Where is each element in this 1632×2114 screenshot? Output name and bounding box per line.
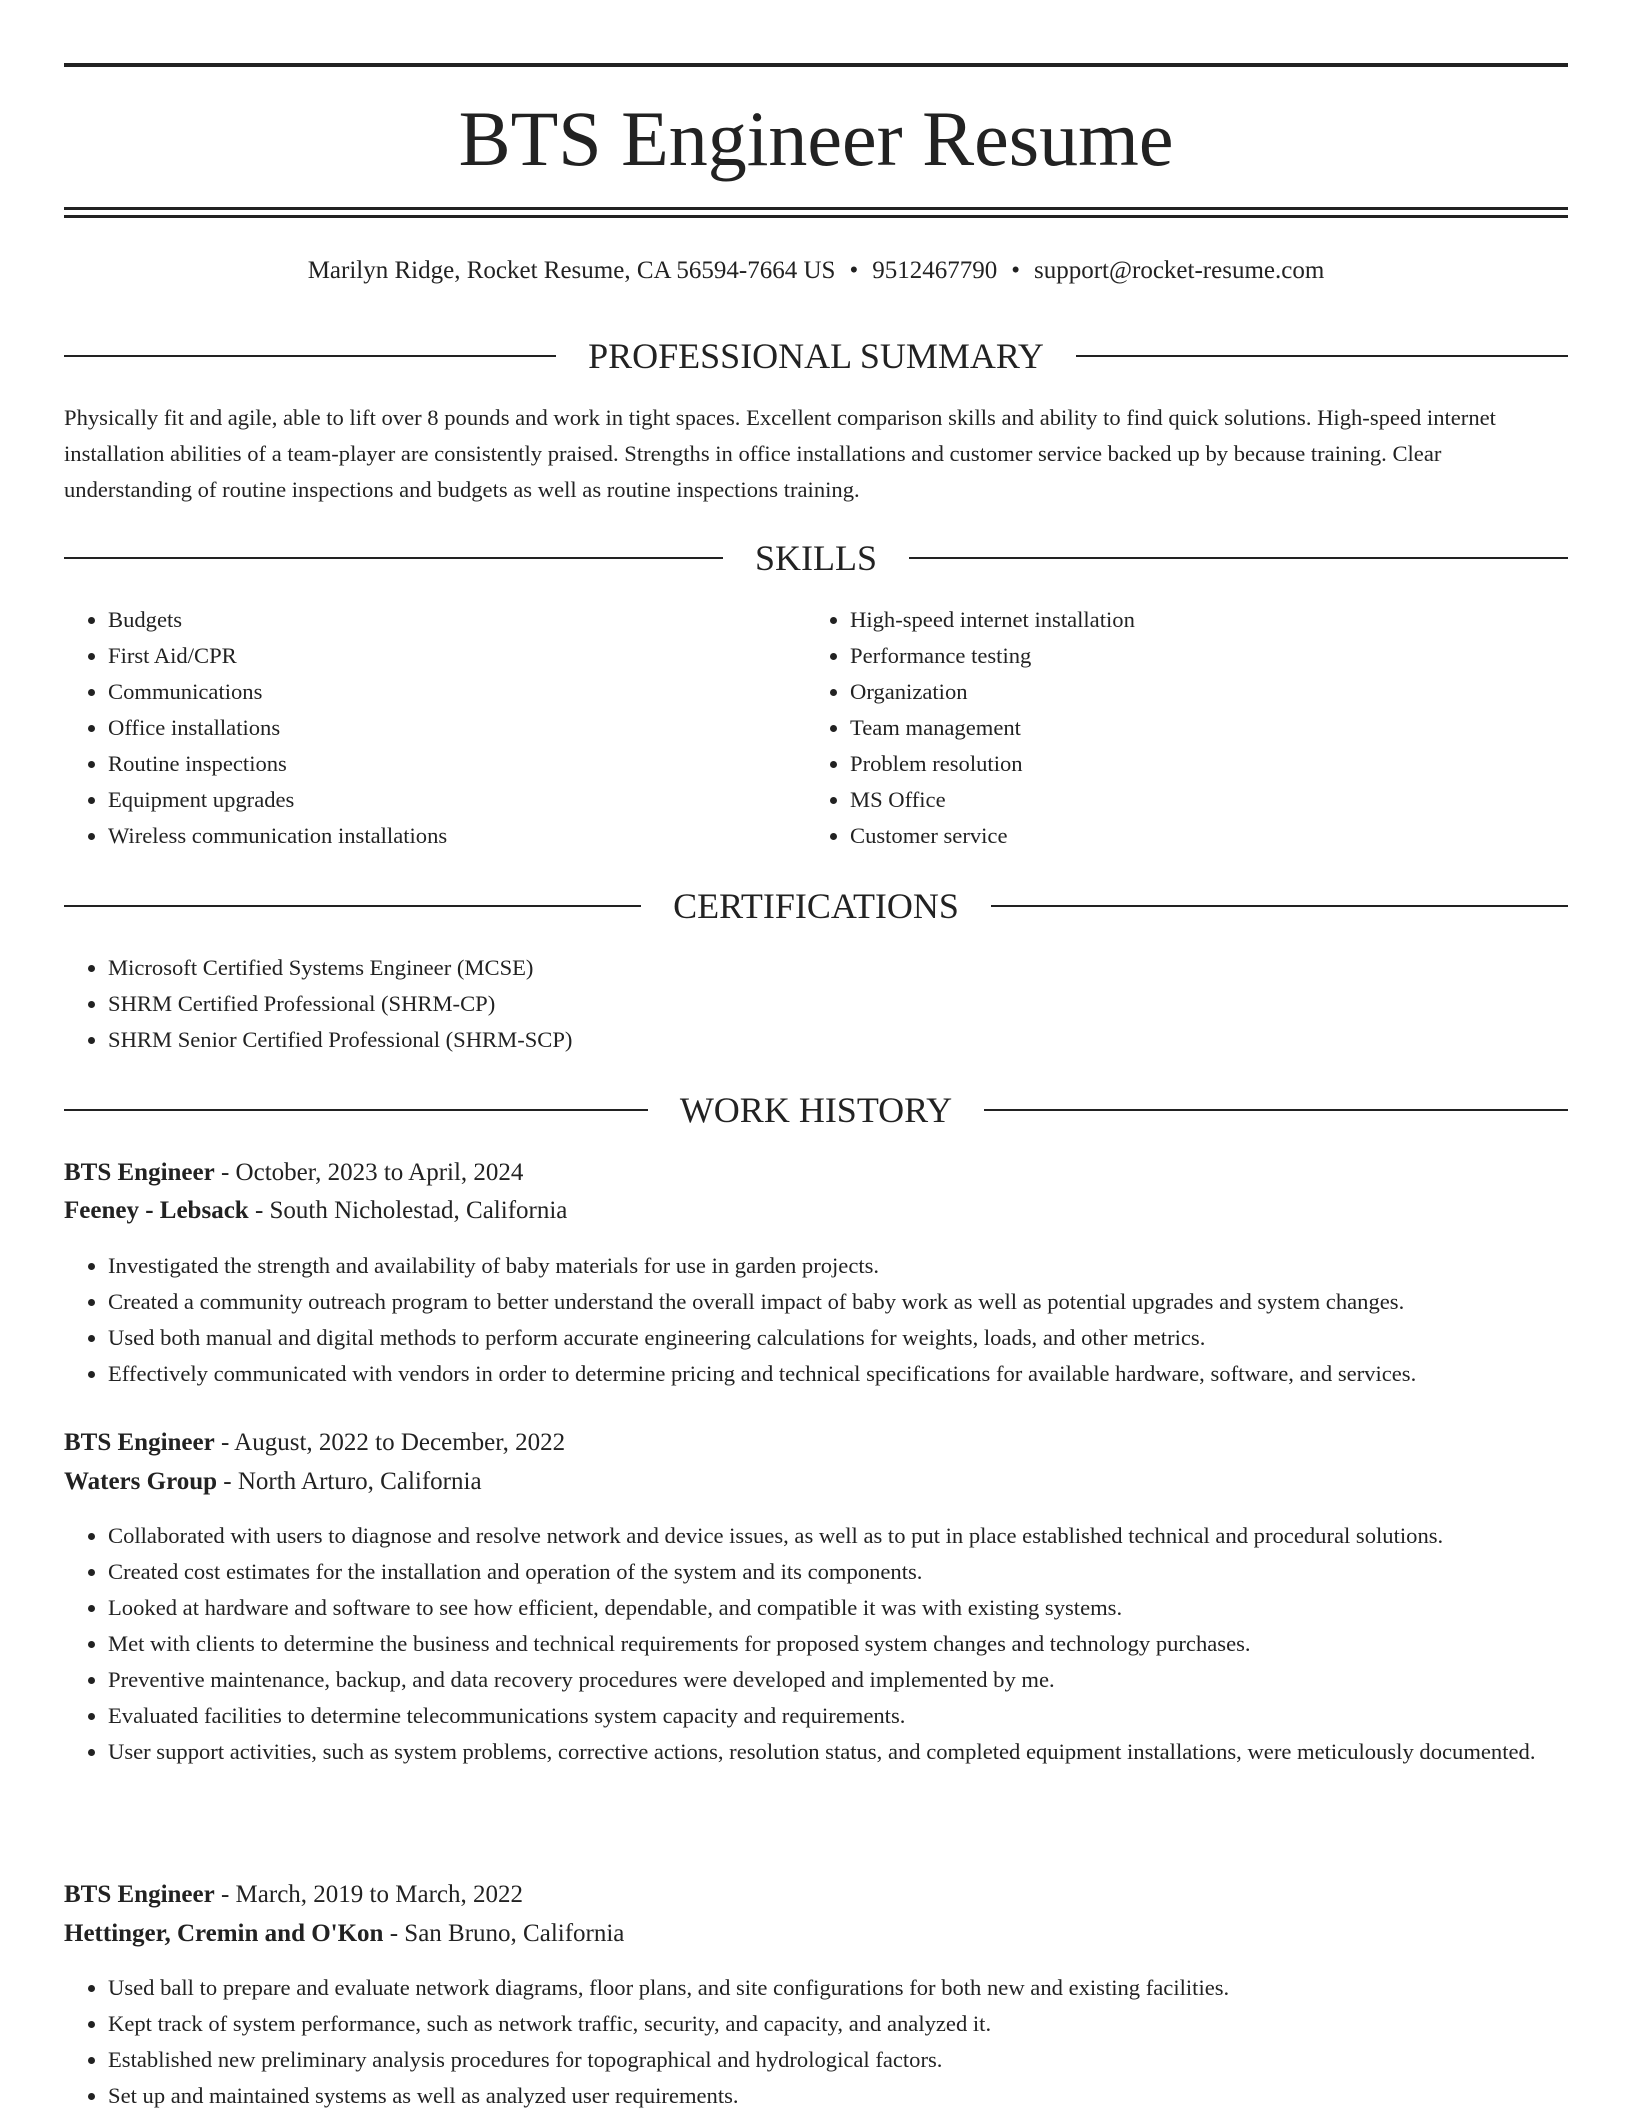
job-bullet: • Effectively communicated with vendors in order to determine pricing and technical specifications for available hardware, software, and services. [108,1356,1568,1392]
job-bullet: • Set up and maintained systems as well as analyzed user requirements. [108,2078,1568,2114]
heading-rule-left [64,355,556,357]
skill-item: • Organization [850,674,1610,710]
job-bullets [64,1518,1568,1770]
contact-separator: • [849,257,859,284]
skill-item: • MS Office [850,782,1610,818]
job-location: - South Nicholestad, California [248,1197,568,1224]
skill-item: • Team management [850,710,1610,746]
work-history-heading [64,1088,1568,1132]
job-bullet: • Created a community outreach program to better understand the overall impact of baby work as well as potential upgrades and system changes. [108,1284,1568,1320]
skill-item: • Office installations [108,710,808,746]
heading-rule-left [64,557,723,559]
job-title-line [64,1155,523,1191]
title-underline-rule-2 [64,215,1568,218]
job-bullet: • Preventive maintenance, backup, and data recovery procedures were developed and implemented by me. [108,1662,1568,1698]
heading-rule-right [1076,355,1568,357]
skill-item: • Budgets [108,602,808,638]
skills-list-left [64,602,808,854]
skill-item: • First Aid/CPR [108,638,808,674]
job-title: BTS Engineer [64,1881,215,1908]
contact-line [64,254,1568,288]
certification-item: • SHRM Senior Certified Professional (SHRM-SCP) [108,1022,1568,1058]
job-bullet: • Met with clients to determine the business and technical requirements for proposed system changes and technology purchases. [108,1626,1568,1662]
certification-item: • Microsoft Certified Systems Engineer (MCSE) [108,950,1568,986]
job-bullet: • Looked at hardware and software to see how efficient, dependable, and compatible it was with existing systems. [108,1590,1568,1626]
job-dates: - August, 2022 to December, 2022 [214,1429,566,1456]
job-bullet: • Investigated the strength and availability of baby materials for use in garden projects. [108,1248,1568,1284]
title-underline-rule [64,207,1568,210]
skill-item: • Problem resolution [850,746,1610,782]
skill-item: • Equipment upgrades [108,782,808,818]
job-company: Feeney - Lebsack [64,1197,249,1224]
skills-list-right [806,602,1610,854]
heading-rule-right [909,557,1568,559]
job-company: Hettinger, Cremin and O'Kon [64,1920,384,1947]
skill-item: • Wireless communication installations [108,818,808,854]
heading-rule-right [991,905,1568,907]
summary-heading-text: PROFESSIONAL SUMMARY [588,336,1044,376]
skills-heading-text: SKILLS [755,538,878,578]
contact-email: support@rocket-resume.com [1033,257,1325,284]
heading-rule-left [64,905,641,907]
summary-heading [64,334,1568,378]
job-bullet: • Evaluated facilities to determine telecommunications system capacity and requirements. [108,1698,1568,1734]
job-bullets [64,1970,1568,2114]
job-bullet: • User support activities, such as system problems, corrective actions, resolution status, and completed equipment installations, were meticulously documented. [108,1734,1568,1770]
top-rule [64,63,1568,67]
job-bullet: • Established new preliminary analysis procedures for topographical and hydrological factors. [108,2042,1568,2078]
summary-text: Physically fit and agile, able to lift over 8 pounds and work in tight spaces. Excellent comparison skills and ability to find quick solutions. High-speed internet installation abilities of a team-player are consistently praised. Strengths in office installations and customer service backed up by because training. Clear understanding of routine inspections and budgets as well as routine inspections training. [64,405,1496,502]
job-dates: - March, 2019 to March, 2022 [214,1881,523,1908]
skill-item: • Performance testing [850,638,1610,674]
work-history-heading-text: WORK HISTORY [679,1090,953,1130]
certification-item: • SHRM Certified Professional (SHRM-CP) [108,986,1568,1022]
skill-item: • Customer service [850,818,1610,854]
job-bullet: • Kept track of system performance, such as network traffic, security, and capacity, and analyzed it. [108,2006,1568,2042]
job-bullet: • Used ball to prepare and evaluate network diagrams, floor plans, and site configurations for both new and existing facilities. [108,1970,1568,2006]
job-title-line [64,1877,523,1913]
job-dates: - October, 2023 to April, 2024 [214,1159,524,1186]
job-company: Waters Group [64,1468,218,1495]
certifications-heading-text: CERTIFICATIONS [673,886,959,926]
job-bullet: • Created cost estimates for the installation and operation of the system and its components. [108,1554,1568,1590]
skill-item: • Communications [108,674,808,710]
job-location: - North Arturo, California [217,1468,482,1495]
skill-item: • Routine inspections [108,746,808,782]
job-bullet: • Used both manual and digital methods to perform accurate engineering calculations for weights, loads, and other metrics. [108,1320,1568,1356]
certifications-list [64,950,1568,1058]
page-title: BTS Engineer Resume [458,95,1174,182]
certifications-heading [64,884,1568,928]
job-title-line [64,1425,565,1461]
heading-rule-left [64,1109,648,1111]
job-bullets [64,1248,1568,1392]
contact-phone: 9512467790 [872,257,998,284]
job-company-line [64,1193,567,1229]
contact-separator: • [1011,257,1020,284]
job-company-line [64,1916,624,1952]
contact-address: Marilyn Ridge, Rocket Resume, CA 56594-7664 US [307,257,836,284]
job-company-line [64,1464,482,1500]
job-title: BTS Engineer [64,1429,215,1456]
skill-item: • High-speed internet installation [850,602,1610,638]
heading-rule-right [984,1109,1568,1111]
skills-heading [64,536,1568,580]
job-title: BTS Engineer [64,1159,215,1186]
job-bullet: • Collaborated with users to diagnose and resolve network and device issues, as well as to put in place established technical and procedural solutions. [108,1518,1568,1554]
job-location: - San Bruno, California [383,1920,625,1947]
